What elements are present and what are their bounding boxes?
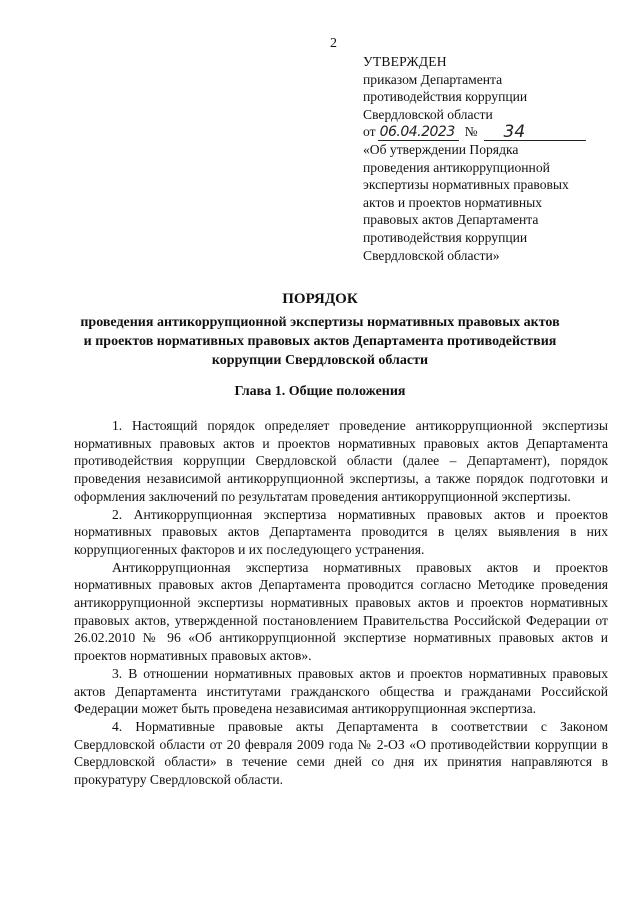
- approval-subject-line: актов и проектов нормативных: [363, 194, 543, 210]
- approval-line: Свердловской области: [363, 106, 493, 122]
- number-prefix: №: [464, 124, 478, 140]
- approval-subject-line: «Об утверждении Порядка: [363, 141, 519, 157]
- chapter-heading: Глава 1. Общие положения: [234, 384, 406, 399]
- document-title: ПОРЯДОК: [282, 291, 358, 307]
- page-number: 2: [330, 36, 337, 51]
- handwritten-number: 34: [484, 125, 586, 141]
- date-prefix: от: [363, 124, 376, 140]
- document-title-block: [60, 290, 580, 370]
- document-subtitle-line: коррупции Свердловской области: [211, 353, 429, 368]
- paragraph: Антикоррупционная экспертиза нормативных правовых актов и проектов нормативных правовых актов Департамента проводится согласно Методике проведения антикоррупционной экспертизы нормативных правовых актов и проектов нормативных правовых актов, утвержденной постановлением Правительства Российской Федерации от 26.02.2010 № 96 «Об антикоррупционной экспертизе нормативных правовых актов и проектов нормативных правовых актов».: [74, 559, 608, 664]
- document-body: [74, 417, 608, 789]
- approval-line: противодействия коррупции: [363, 89, 528, 105]
- approval-subject-line: проведения антикоррупционной: [363, 159, 550, 175]
- approval-subject-line: Свердловской области»: [363, 247, 500, 263]
- approval-subject-line: экспертизы нормативных правовых: [363, 177, 569, 193]
- document-subtitle-line: проведения антикоррупционной экспертизы нормативных правовых актов: [80, 315, 560, 330]
- paragraph: 3. В отношении нормативных правовых актов и проектов нормативных правовых актов Департамента институтами гражданского общества и гражданами Российской Федерации может быть проведена независимая антикоррупционная экспертиза.: [74, 665, 608, 717]
- approval-line: приказом Департамента: [363, 71, 503, 87]
- approval-subject-line: правовых актов Департамента: [363, 212, 539, 228]
- approval-stamp: [363, 53, 608, 264]
- paragraph: 4. Нормативные правовые акты Департамента в соответствии с Законом Свердловской области от 20 февраля 2009 года № 2-ОЗ «О противодействии коррупции в Свердловской области» в течение семи дней со дня их принятия направляются в прокуратуру Свердловской области.: [74, 718, 608, 788]
- paragraph: 2. Антикоррупционная экспертиза нормативных правовых актов и проектов нормативных правовых актов Департамента проводится в целях выявления в них коррупциогенных факторов и их последующего устранения.: [74, 506, 608, 557]
- approval-date-row: [363, 123, 608, 141]
- paragraph: 1. Настоящий порядок определяет проведение антикоррупционной экспертизы нормативных правовых актов и проектов нормативных правовых актов Департамента противодействия коррупции Свердловской области (далее – Департамент), порядок проведения независимой антикоррупционной экспертизы, а также порядок подготовки и оформления заключений по результатам проведения антикоррупционной экспертизы.: [74, 418, 608, 504]
- approval-heading: УТВЕРЖДЕН: [363, 54, 447, 69]
- document-subtitle-line: и проектов нормативных правовых актов Департамента противодействия: [83, 334, 557, 349]
- handwritten-date: 06.04.2023: [378, 125, 459, 141]
- approval-subject-line: противодействия коррупции: [363, 229, 528, 245]
